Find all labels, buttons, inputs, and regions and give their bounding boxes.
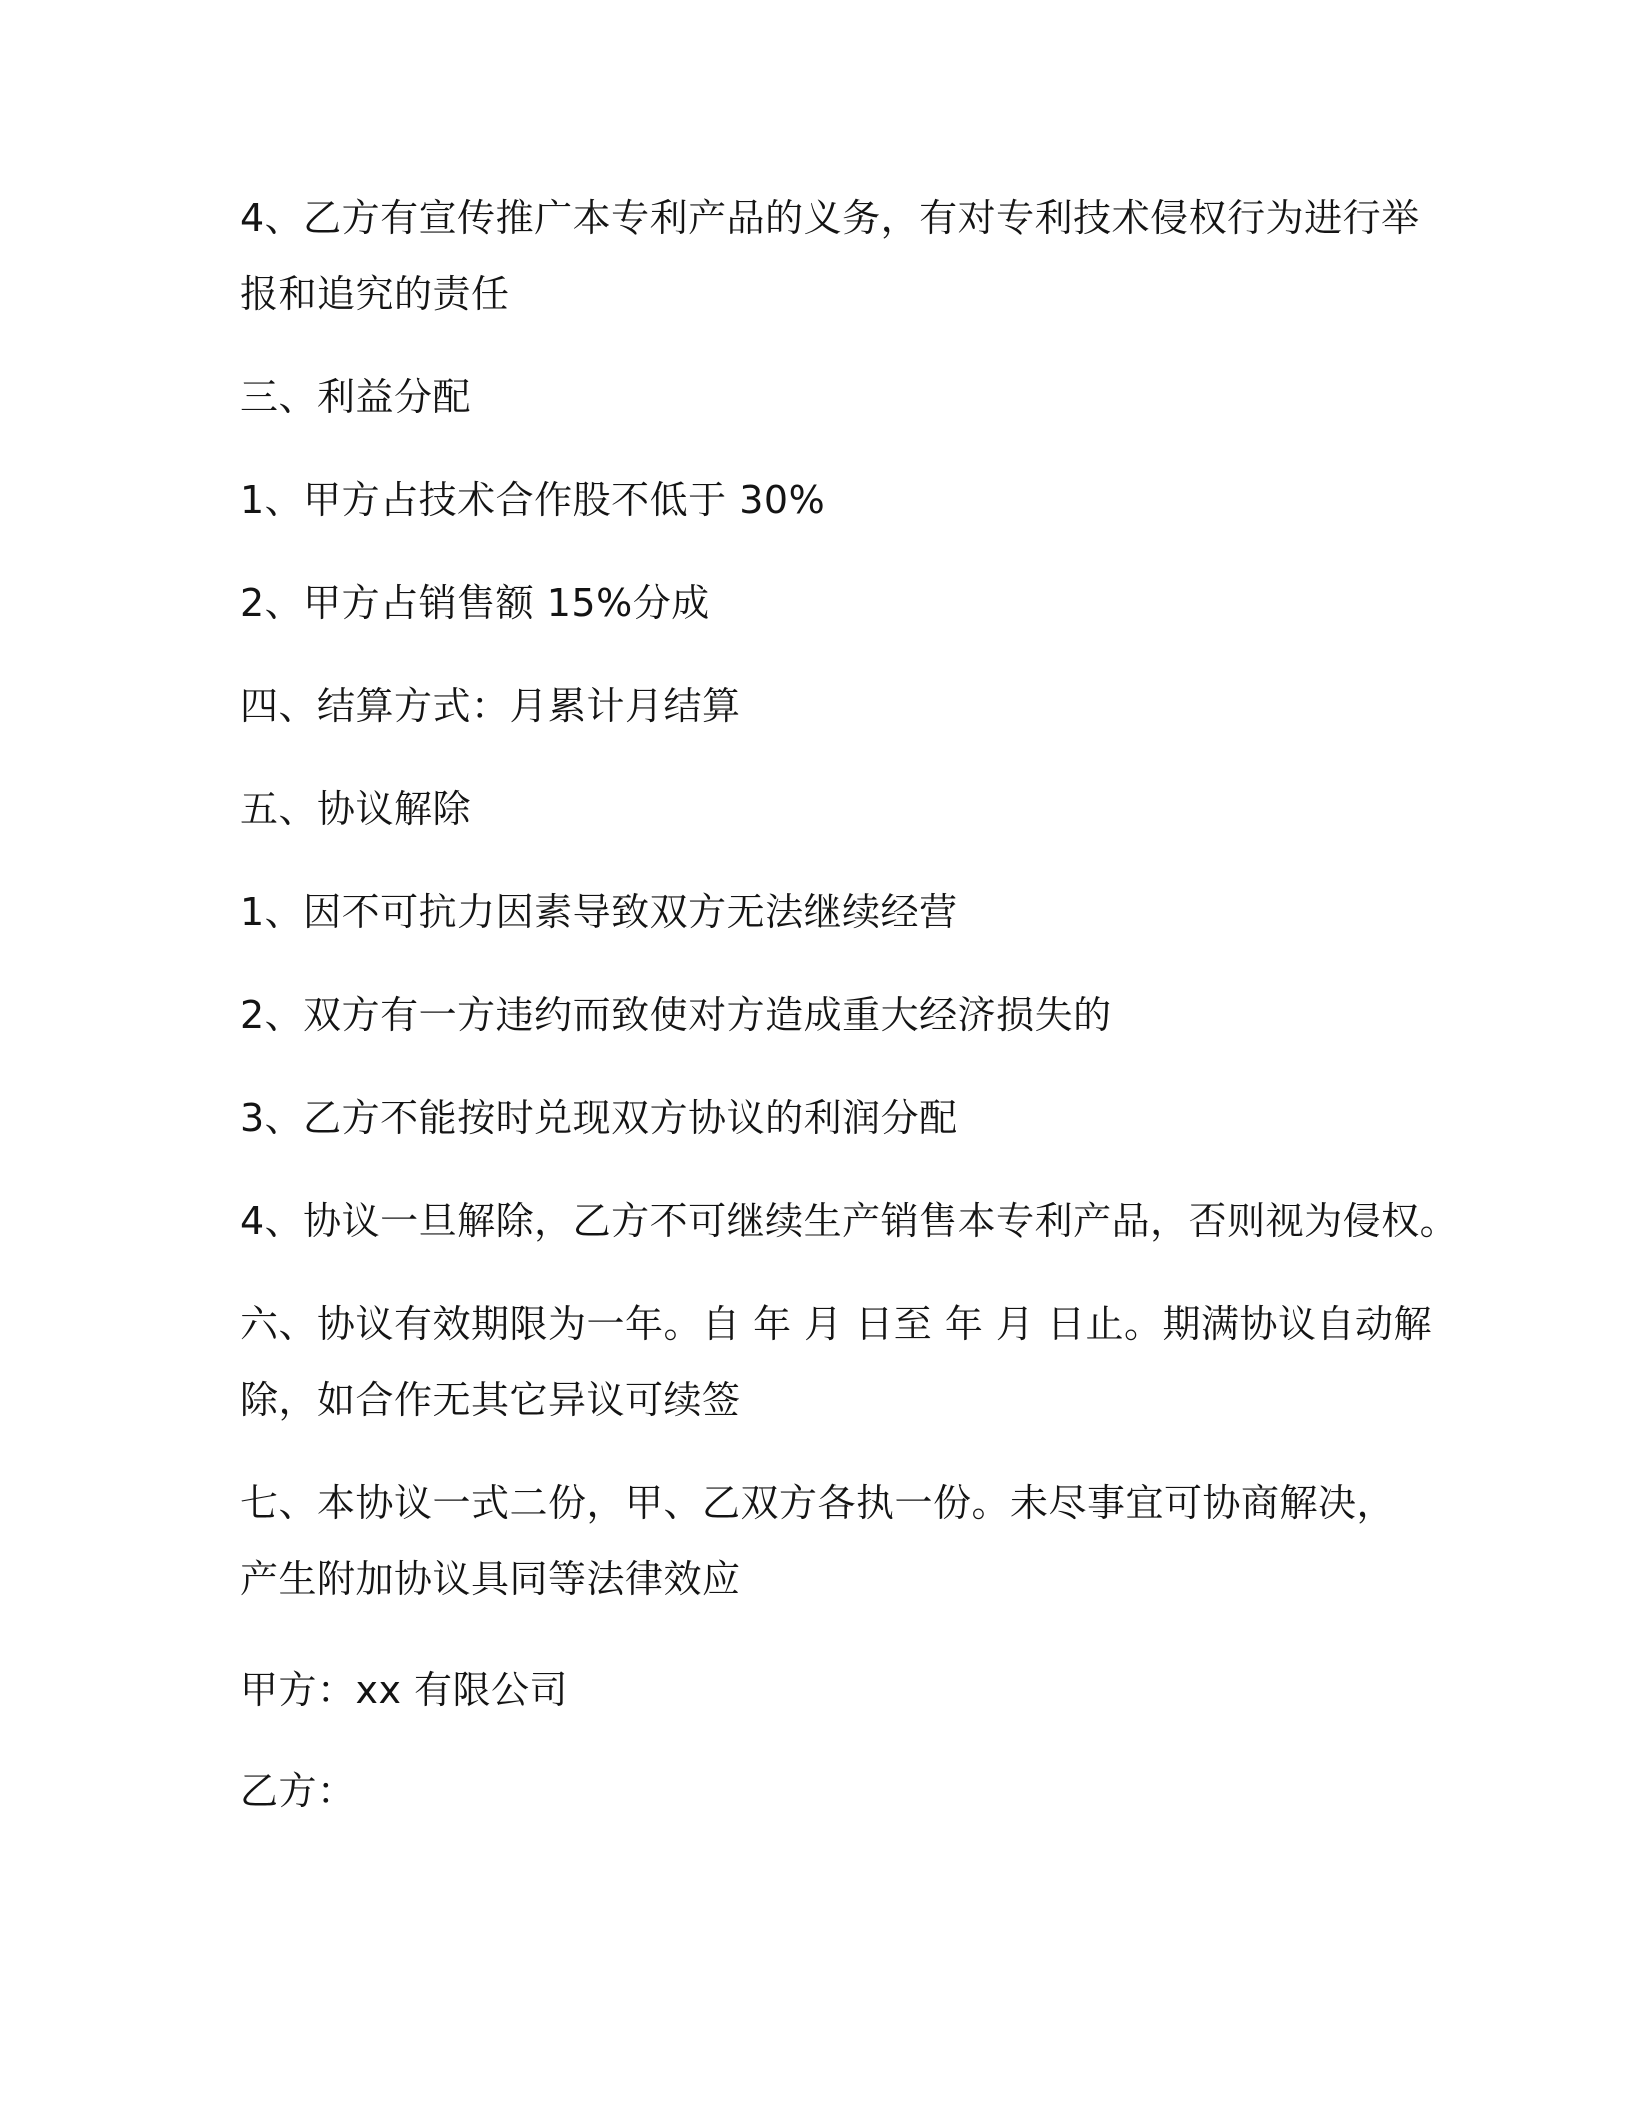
section-3-item-1: 1、甲方占技术合作股不低于 30%	[240, 478, 826, 522]
section-5-item-2: 2、双方有一方违约而致使对方造成重大经济损失的	[240, 993, 1112, 1037]
section-7-line-1: 七、本协议一式二份，甲、乙双方各执一份。未尽事宜可协商解决，	[240, 1481, 1396, 1525]
section-6-line-2: 除，如合作无其它异议可续签	[240, 1378, 741, 1422]
party-b-signature: 乙方：	[240, 1769, 356, 1813]
section-5-heading: 五、协议解除	[240, 787, 472, 831]
section-3-item-2: 2、甲方占销售额 15%分成	[240, 581, 710, 625]
clause-4-promotion-line-1: 4、乙方有宣传推广本专利产品的义务，有对专利技术侵权行为进行举	[240, 196, 1420, 240]
section-3-heading: 三、利益分配	[240, 375, 472, 419]
section-5-item-1: 1、因不可抗力因素导致双方无法继续经营	[240, 890, 958, 934]
party-a-signature: 甲方：xx 有限公司	[240, 1668, 569, 1712]
section-4-heading: 四、结算方式：月累计月结算	[240, 684, 741, 728]
section-6-line-1: 六、协议有效期限为一年。自 年 月 日至 年 月 日止。期满协议自动解	[240, 1302, 1432, 1346]
clause-4-promotion-line-2: 报和追究的责任	[240, 272, 510, 316]
section-7-line-2: 产生附加协议具同等法律效应	[240, 1557, 741, 1601]
section-5-item-4: 4、协议一旦解除，乙方不可继续生产销售本专利产品，否则视为侵权。	[240, 1199, 1459, 1243]
section-5-item-3: 3、乙方不能按时兑现双方协议的利润分配	[240, 1096, 958, 1140]
